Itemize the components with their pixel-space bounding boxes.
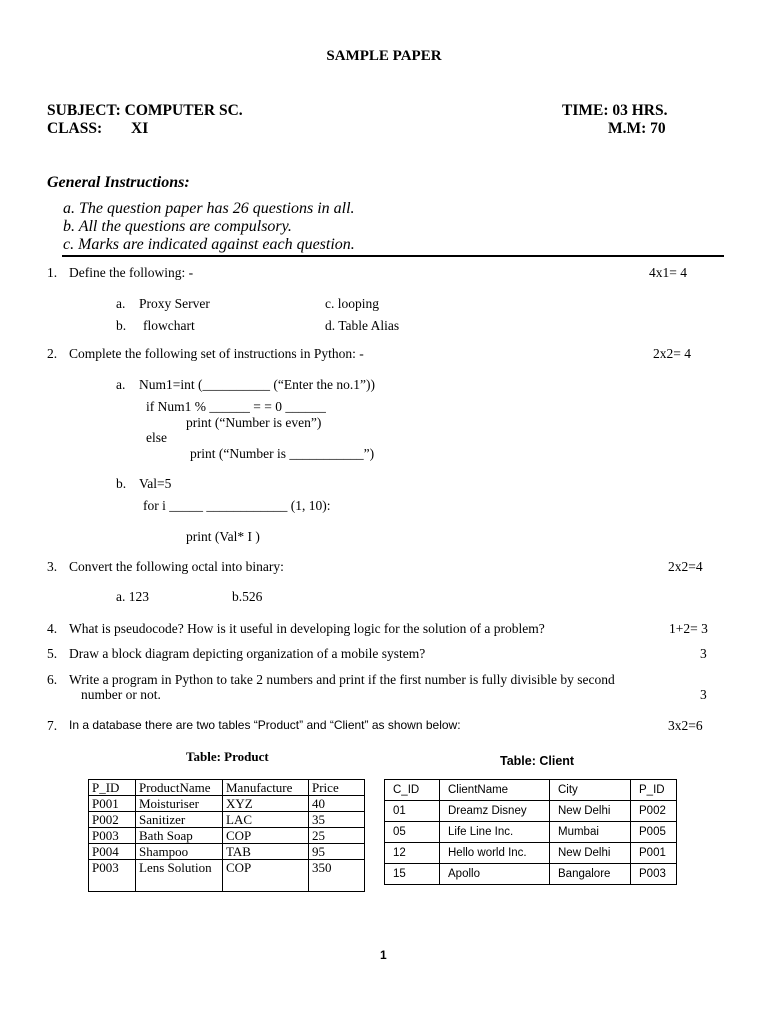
code-line: if Num1 % ______ = = 0 ______	[146, 399, 326, 414]
question-text: What is pseudocode? How is it useful in developing logic for the solution of a problem?	[69, 621, 545, 636]
table-row	[89, 796, 365, 812]
table-row	[89, 844, 365, 860]
table-cell: Mumbai	[550, 822, 631, 843]
table-cell: 95	[309, 844, 365, 860]
header-divider	[62, 255, 724, 257]
table-header-cell: P_ID	[89, 780, 136, 796]
class-value: XI	[131, 120, 149, 137]
table-row	[385, 822, 677, 843]
product-table-caption: Table: Product	[186, 749, 269, 764]
table-cell: P004	[89, 844, 136, 860]
question-marks: 1+2= 3	[669, 621, 708, 636]
table-cell: New Delhi	[550, 843, 631, 864]
table-cell: Sanitizer	[136, 812, 223, 828]
question-text: Draw a block diagram depicting organization of a mobile system?	[69, 646, 426, 661]
table-cell: P001	[89, 796, 136, 812]
table-cell: Lens Solution	[136, 860, 223, 892]
instruction-item: a. The question paper has 26 questions in all.	[63, 200, 355, 217]
option-label: a.	[116, 377, 126, 392]
question-marks: 3x2=6	[668, 718, 703, 733]
table-cell: 350	[309, 860, 365, 892]
table-cell: Dreamz Disney	[440, 801, 550, 822]
option-text: c. looping	[325, 296, 379, 311]
table-cell: P003	[89, 860, 136, 892]
table-header-cell: C_ID	[385, 780, 440, 801]
table-row	[385, 843, 677, 864]
table-cell: Shampoo	[136, 844, 223, 860]
instructions-heading: General Instructions:	[47, 174, 190, 191]
table-header-cell: Manufacture	[223, 780, 309, 796]
table-row	[385, 801, 677, 822]
code-line: for i _____ ____________ (1, 10):	[143, 498, 331, 513]
code-line: Val=5	[139, 476, 172, 491]
question-text: Convert the following octal into binary:	[69, 559, 284, 574]
code-line: else	[146, 430, 167, 445]
page-number: 1	[380, 948, 387, 962]
product-table	[88, 779, 365, 892]
code-line: print (“Number is even”)	[186, 415, 322, 430]
code-line: print (“Number is ___________”)	[190, 446, 375, 461]
table-header-cell: P_ID	[631, 780, 677, 801]
table-cell: P003	[631, 864, 677, 885]
question-number: 3.	[47, 559, 58, 574]
question-number: 2.	[47, 346, 58, 361]
question-marks: 2x2=4	[668, 559, 703, 574]
question-marks: 4x1= 4	[649, 265, 687, 280]
subject-label: SUBJECT: COMPUTER SC.	[47, 102, 243, 119]
table-header-row	[89, 780, 365, 796]
question-number: 6.	[47, 672, 58, 687]
table-cell: Hello world Inc.	[440, 843, 550, 864]
question-text: Complete the following set of instructions in Python: -	[69, 346, 364, 361]
table-cell: 25	[309, 828, 365, 844]
class-label: CLASS:	[47, 120, 103, 137]
table-cell: Bangalore	[550, 864, 631, 885]
question-text: Write a program in Python to take 2 numbers and print if the first number is fully divisible by second	[69, 672, 615, 687]
code-line: Num1=int (__________ (“Enter the no.1”))	[139, 377, 375, 392]
table-cell: 15	[385, 864, 440, 885]
table-header-row	[385, 780, 677, 801]
table-cell: Bath Soap	[136, 828, 223, 844]
table-cell: TAB	[223, 844, 309, 860]
table-cell: New Delhi	[550, 801, 631, 822]
option-label: b.	[116, 476, 127, 491]
question-number: 1.	[47, 265, 58, 280]
max-marks-label: M.M: 70	[608, 120, 666, 137]
client-table	[384, 779, 677, 885]
option-text: d. Table Alias	[325, 318, 400, 333]
option-text: Proxy Server	[139, 296, 210, 311]
instruction-item: b. All the questions are compulsory.	[63, 218, 292, 235]
question-text-continued: number or not.	[81, 687, 161, 702]
page-title: SAMPLE PAPER	[326, 48, 442, 64]
table-cell: 35	[309, 812, 365, 828]
table-cell: 12	[385, 843, 440, 864]
table-cell: P001	[631, 843, 677, 864]
question-number: 5.	[47, 646, 58, 661]
table-cell: COP	[223, 860, 309, 892]
question-number: 7.	[47, 718, 58, 733]
time-label: TIME: 03 HRS.	[562, 102, 668, 119]
table-cell: Apollo	[440, 864, 550, 885]
table-row	[385, 864, 677, 885]
table-cell: XYZ	[223, 796, 309, 812]
option-label: a.	[116, 296, 126, 311]
table-row	[89, 828, 365, 844]
question-marks: 3	[700, 646, 707, 661]
table-header-cell: Price	[309, 780, 365, 796]
table-cell: LAC	[223, 812, 309, 828]
question-marks: 2x2= 4	[653, 346, 691, 361]
table-row	[89, 812, 365, 828]
question-text: Define the following: -	[69, 265, 194, 280]
option-text: b.526	[232, 589, 263, 604]
instruction-item: c. Marks are indicated against each question.	[63, 236, 355, 253]
question-number: 4.	[47, 621, 58, 636]
table-cell: 05	[385, 822, 440, 843]
table-cell: Moisturiser	[136, 796, 223, 812]
question-marks: 3	[700, 687, 707, 702]
table-cell: P003	[89, 828, 136, 844]
table-cell: P005	[631, 822, 677, 843]
client-table-caption: Table: Client	[500, 754, 575, 768]
table-row	[89, 860, 365, 892]
table-header-cell: City	[550, 780, 631, 801]
option-text: a. 123	[116, 589, 149, 604]
table-cell: P002	[631, 801, 677, 822]
question-text: In a database there are two tables “Product” and “Client” as shown below:	[69, 718, 461, 732]
code-line: print (Val* I )	[186, 529, 260, 544]
table-header-cell: ClientName	[440, 780, 550, 801]
table-header-cell: ProductName	[136, 780, 223, 796]
table-cell: Life Line Inc.	[440, 822, 550, 843]
table-cell: P002	[89, 812, 136, 828]
option-label: b.	[116, 318, 127, 333]
table-cell: COP	[223, 828, 309, 844]
option-text: flowchart	[143, 318, 195, 333]
table-cell: 01	[385, 801, 440, 822]
table-cell: 40	[309, 796, 365, 812]
